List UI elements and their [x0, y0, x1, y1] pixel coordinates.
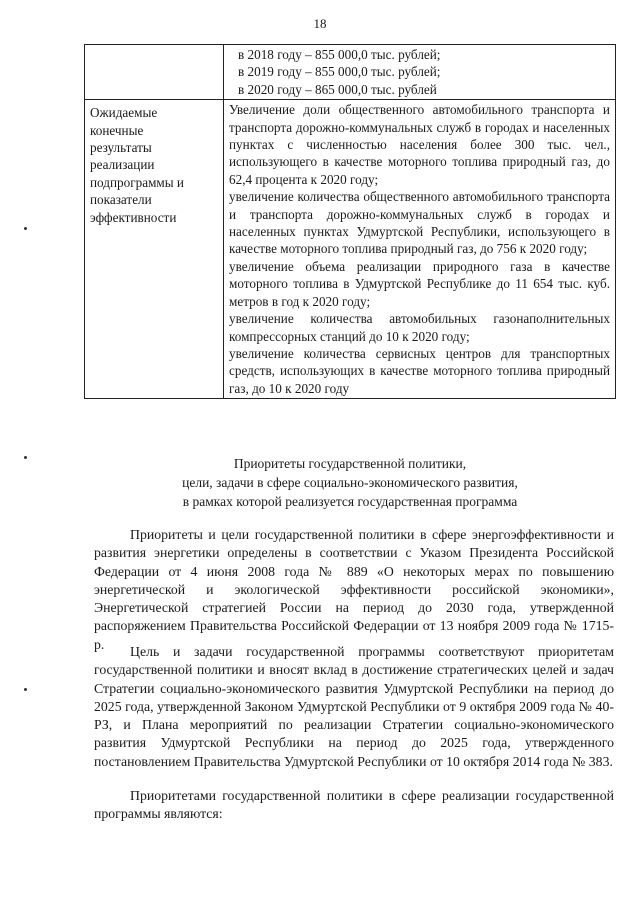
- margin-dot: [24, 456, 27, 459]
- results-label-line: подпрограммы и: [90, 174, 184, 190]
- results-values-cell: [224, 100, 616, 399]
- results-label-line: эффективности: [90, 209, 177, 225]
- funding-label-cell: [85, 45, 224, 100]
- section-title-line: Приоритеты государственной политики,: [233, 456, 467, 471]
- section-title-line: в рамках которой реализуется государственная программа: [182, 494, 518, 509]
- paragraph-priorities: Приоритеты и цели государственной политики в сфере энергоэффективности и развития энергетики определены в соответствии с Указом Президента Российской Федерации от 4 июня 2008 года № 889 «О некоторых мерах по повышению энергетической и экологической эффективности российской экономики», Энергетической стратегией России на период до 2030 года, утвержденной распоряжением Правительства Российской Федерации от 13 ноября 2009 года № 1715-р.: [94, 527, 614, 652]
- results-label-line: реализации: [90, 157, 155, 173]
- results-label-line: Ожидаемые: [90, 105, 158, 121]
- funding-2020: в 2020 году – 865 000,0 тыс. рублей: [238, 81, 437, 97]
- margin-dot: [24, 688, 27, 691]
- result-item: увеличение количества сервисных центров для транспортных средств, использующих в качестве моторного топлива природный газ, до 10 к 2020 году: [229, 345, 610, 396]
- margin-dot: [24, 227, 27, 230]
- program-passport-table: [84, 44, 616, 399]
- funding-row: [85, 45, 616, 100]
- section-title-line: цели, задачи в сфере социально-экономического развития,: [182, 475, 518, 490]
- result-item: увеличение объема реализации природного газа в качестве моторного топлива в Удмуртской Республике до 11 654 тыс. куб. метров в год к 2020 году;: [229, 258, 610, 309]
- results-label-cell: [85, 100, 224, 399]
- section-title: [84, 454, 616, 511]
- funding-values-cell: [224, 45, 616, 100]
- result-item: увеличение количества автомобильных газонаполнительных компрессорных станций до 10 к 2020 году;: [229, 311, 610, 344]
- results-label-line: конечные: [90, 122, 144, 138]
- funding-2019: в 2019 году – 855 000,0 тыс. рублей;: [238, 64, 441, 80]
- page-number: 18: [313, 16, 327, 31]
- result-item: увеличение количества общественного автомобильного транспорта и транспорта дорожно-коммунальных служб в городах и населенных пунктах Удмуртской Республики, использующего в качестве моторного топлива природный газ, до 756 к 2020 году;: [229, 189, 610, 257]
- results-label-line: результаты: [90, 140, 152, 156]
- result-item: Увеличение доли общественного автомобильного транспорта и транспорта дорожно-коммунальных служб в городах и населенных пунктах с численностью населения более 300 тыс. чел., использующего в качестве моторного топлива природный газ, до 62,4 процента к 2020 году;: [229, 102, 610, 187]
- results-row: [85, 100, 616, 399]
- results-label-line: показатели: [90, 192, 152, 208]
- paragraph-goals: Цель и задачи государственной программы соответствуют приоритетам государственной политики и вносят вклад в достижение стратегических целей и задач Стратегии социально-экономического развития Удмуртской Республики на период до 2025 года, утвержденной Законом Удмуртской Республики от 9 октября 2009 года № 40-РЗ, и Плана мероприятий по реализации Стратегии социально-экономического развития Удмуртской Республики на период до 2025 года, утвержденного постановлением Правительства Удмуртской Республики от 10 октября 2014 года № 383.: [94, 644, 614, 769]
- funding-2018: в 2018 году – 855 000,0 тыс. рублей;: [238, 47, 441, 62]
- paragraph-priorities-list-intro: Приоритетами государственной политики в сфере реализации государственной программы являются:: [94, 788, 614, 822]
